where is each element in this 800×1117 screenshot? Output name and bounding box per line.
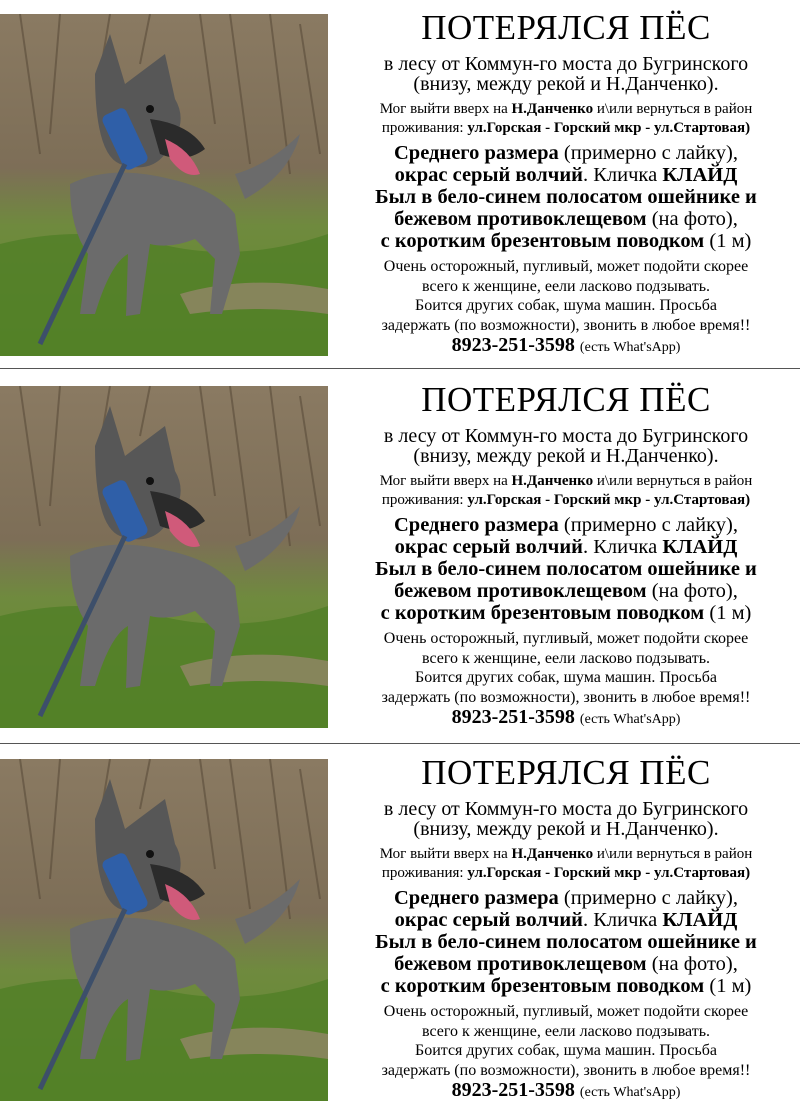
behavior-note: Очень осторожный, пугливый, может подойти скорее всего к женщине, еели ласково подзывать. Боится других собак, шума машин. Просьба задержать (по возможности), звонить в любое время!! xyxy=(381,630,751,706)
divider xyxy=(0,368,800,369)
location-text: в лесу от Коммун-го моста до Бугринского (внизу, между рекой и Н.Данченко). xyxy=(383,425,749,467)
dog-description: Среднего размера (примерно с лайку), окрас серый волчий. Кличка КЛАЙД Был в бело-синем полосатом ошейнике и бежевом противоклещевом (на фото), с коротким брезентовым поводком (1 м) xyxy=(375,142,757,252)
contact-phone: 8923-251-3598 (есть What'sApp) xyxy=(451,334,681,356)
divider xyxy=(0,743,800,744)
behavior-note: Очень осторожный, пугливый, может подойти скорее всего к женщине, еели ласково подзывать. Боится других собак, шума машин. Просьба задержать (по возможности), звонить в любое время!! xyxy=(381,1003,751,1079)
flyer-title: ПОТЕРЯЛСЯ ПЁС xyxy=(421,380,711,419)
dog-photo-icon xyxy=(0,14,328,356)
flyer-3 xyxy=(0,745,800,1117)
flyer-text xyxy=(332,380,800,730)
possible-route: Мог выйти вверх на Н.Данченко и\или вернуться в район проживания: ул.Горская - Горский мкр - ул.Стартовая) xyxy=(379,846,753,881)
behavior-note: Очень осторожный, пугливый, может подойти скорее всего к женщине, еели ласково подзывать. Боится других собак, шума машин. Просьба задержать (по возможности), звонить в любое время!! xyxy=(381,258,751,334)
flyer-text xyxy=(332,8,800,358)
dog-description: Среднего размера (примерно с лайку), окрас серый волчий. Кличка КЛАЙД Был в бело-синем полосатом ошейнике и бежевом противоклещевом (на фото), с коротким брезентовым поводком (1 м) xyxy=(375,514,757,624)
flyer-text xyxy=(332,753,800,1103)
flyer-title: ПОТЕРЯЛСЯ ПЁС xyxy=(421,753,711,792)
dog-photo-icon xyxy=(0,386,328,728)
possible-route: Мог выйти вверх на Н.Данченко и\или вернуться в район проживания: ул.Горская - Горский мкр - ул.Стартовая) xyxy=(379,101,753,136)
location-text: в лесу от Коммун-го моста до Бугринского (внизу, между рекой и Н.Данченко). xyxy=(383,798,749,840)
flyer-title: ПОТЕРЯЛСЯ ПЁС xyxy=(421,8,711,47)
contact-phone: 8923-251-3598 (есть What'sApp) xyxy=(451,1079,681,1101)
dog-description: Среднего размера (примерно с лайку), окрас серый волчий. Кличка КЛАЙД Был в бело-синем полосатом ошейнике и бежевом противоклещевом (на фото), с коротким брезентовым поводком (1 м) xyxy=(375,887,757,997)
flyer-2 xyxy=(0,372,800,744)
location-text: в лесу от Коммун-го моста до Бугринского (внизу, между рекой и Н.Данченко). xyxy=(383,53,749,95)
flyer-1 xyxy=(0,0,800,372)
possible-route: Мог выйти вверх на Н.Данченко и\или вернуться в район проживания: ул.Горская - Горский мкр - ул.Стартовая) xyxy=(379,473,753,508)
contact-phone: 8923-251-3598 (есть What'sApp) xyxy=(451,706,681,728)
dog-photo-icon xyxy=(0,759,328,1101)
